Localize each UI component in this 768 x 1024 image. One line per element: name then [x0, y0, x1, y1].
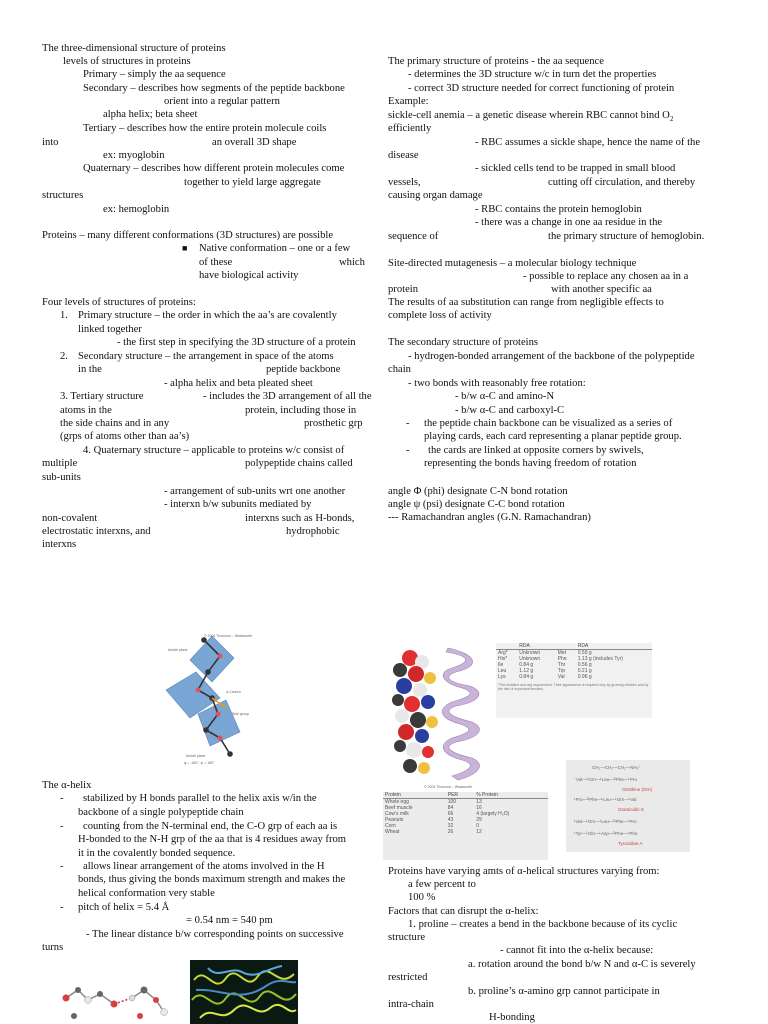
text-line: Secondary – describes how segments of the peptide backbone — [83, 83, 345, 94]
text-line: the side chains and in any — [60, 418, 170, 429]
text-line: bonds, thus giving the bonds maximum strength and makes the — [78, 874, 346, 885]
text-line: cutting off circulation, and thereby — [548, 177, 696, 188]
text-line: H-bonding — [489, 1012, 535, 1023]
text-line: - RBC contains the protein hemoglobin — [475, 204, 642, 215]
table-cell: Beef muscle — [385, 805, 413, 811]
heading-3d-structure: The three-dimensional structure of proteins — [42, 43, 226, 54]
figure-text: CH₂—CH₂—CH₂—NH₃⁺ — [592, 765, 641, 770]
heading-four-levels: Four levels of structures of proteins: — [42, 297, 196, 308]
table-cell: 29 — [476, 817, 482, 823]
table-cell: 0.84 g — [519, 662, 534, 668]
figure-label: α-Carbon — [226, 690, 241, 694]
list-number: 1. — [60, 310, 68, 321]
table-cell: 32 — [447, 823, 454, 829]
space-filling-helix-model — [386, 642, 496, 790]
heading-primary-structure: The primary structure of proteins - the aa sequence — [388, 56, 604, 67]
text-line: (grps of atoms other than aa’s) — [60, 431, 190, 442]
table-cell: Cow’s milk — [385, 811, 409, 817]
text-line: in the — [78, 364, 102, 375]
list-dash: - — [60, 793, 64, 804]
text-line: Primary structure – the order in which the aa’s are covalently — [78, 310, 337, 321]
text-line: allows linear arrangement of the atoms involved in the H — [83, 861, 325, 872]
figure-label: Tyrocidine A — [618, 841, 643, 846]
heading-disrupt-factors: Factors that can disrupt the α-helix: — [388, 906, 539, 917]
table-header: RDA — [517, 643, 556, 650]
table-header: RDA — [576, 643, 652, 650]
text-line: - the first step in specifying the 3D structure of a protein — [117, 337, 356, 348]
table-cell: 66 — [447, 811, 454, 817]
subscript: 2 — [669, 115, 674, 124]
text-line: protein — [388, 284, 419, 295]
table-cell: Arg* — [498, 650, 508, 656]
table-cell: Peanuts — [385, 817, 404, 823]
rda-table-grid — [496, 643, 652, 680]
figure-text: ᴸPro—ᴰPhe—ᴸLeu—ᴸOrn—ᴸVal — [574, 797, 637, 802]
list-dash: - — [60, 821, 64, 832]
table-footnote: *The histidine and arg requirement. Their appearance is required only by growing children and by the diet of expectant females. — [498, 683, 649, 691]
table-cell: 0.21 g — [577, 668, 592, 674]
table-cell: 0.84 g — [519, 674, 534, 680]
text-line: levels of structures in proteins — [63, 56, 191, 67]
list-dash: - — [60, 902, 64, 913]
figure-label: Side group — [232, 712, 249, 716]
text-line: interxns such as H-bonds, — [245, 513, 355, 524]
table-cell: Val — [557, 674, 565, 680]
ball-stick-model — [44, 982, 174, 1024]
text-line: ex: hemoglobin — [103, 204, 170, 215]
figure-label: Gramicidin S — [618, 807, 644, 812]
figure-text: ᴸVal—ᴸOrn—ᴸLeu—ᴰPhe—ᴸPro — [574, 819, 637, 824]
text-line: into — [42, 137, 59, 148]
text-line: 1. proline – creates a bend in the backbone because of its cyclic — [408, 919, 678, 930]
bullet-square-icon: ■ — [182, 243, 188, 253]
heading-secondary-structure: The secondary structure of proteins — [388, 337, 539, 348]
table-cell: 43 — [447, 817, 454, 823]
table-cell: Phe — [557, 656, 567, 662]
text-line: structure — [388, 932, 426, 943]
text-line: - RBC assumes a sickle shape, hence the name of the — [475, 137, 701, 148]
text-line: - includes the 3D arrangement of all the — [203, 391, 372, 402]
protein-efficiency-table — [383, 792, 548, 860]
text-line: causing organ damage — [388, 190, 483, 201]
text-line: - sickled cells tend to be trapped in small blood — [475, 163, 676, 174]
text-line: 4. Quaternary structure – applicable to proteins w/c consist of — [83, 445, 345, 456]
figure-label: Ornithine (Orn) — [622, 787, 653, 792]
text-line: structures — [42, 190, 84, 201]
table-cell: Thr — [557, 662, 566, 668]
text-line: Proteins – many different conformations (3D structures) are possible — [42, 230, 334, 241]
list-dash: - — [60, 861, 64, 872]
text-line: Primary – simply the aa sequence — [83, 69, 226, 80]
text-line: interxns — [42, 539, 77, 550]
text-line: with another specific aa — [551, 284, 652, 295]
text-line: it in the covalently bonded sequence. — [78, 848, 236, 859]
text-line: = 0.54 nm = 540 pm — [186, 915, 273, 926]
text-line: of these — [199, 257, 233, 268]
text-line: playing cards, each card representing a planar peptide group. — [424, 431, 682, 442]
text-line: - hydrogen-bonded arrangement of the backbone of the polypeptide — [408, 351, 695, 362]
text-line: sub-units — [42, 472, 81, 483]
text-line: sequence of — [388, 231, 439, 242]
text-line: efficiently — [388, 123, 432, 134]
text-line: - possible to replace any chosen aa in a — [523, 271, 689, 282]
table-cell: His* — [498, 656, 508, 662]
text-line: ex: myoglobin — [103, 150, 165, 161]
text-line: the primary structure of hemoglobin. — [548, 231, 705, 242]
alpha-helix-models-figure — [386, 642, 496, 790]
table-cell: 100 — [447, 799, 457, 805]
text-line: turns — [42, 942, 64, 953]
text-line: - cannot fit into the α-helix because: — [500, 945, 654, 956]
text-line: a few percent to — [408, 879, 476, 890]
text-line: b. proline’s α-amino grp cannot participate in — [468, 986, 660, 997]
text-line: helical conformation very stable — [78, 888, 215, 899]
peptide-planes-figure — [160, 632, 260, 768]
text-line: Tertiary – describes how the entire protein molecule coils — [83, 123, 327, 134]
peptide-planes-diagram — [160, 632, 260, 768]
table-cell: Corn — [385, 823, 396, 829]
table-cell: Unknown — [519, 656, 541, 662]
text-line: --- Ramachandran angles (G.N. Ramachandran) — [388, 512, 591, 523]
text-line: stabilized by H bonds parallel to the helix axis w/in the — [83, 793, 317, 804]
figure-label: Amide plane — [186, 754, 206, 758]
per-table-grid — [383, 792, 548, 835]
ball-stick-helix-figure — [44, 982, 174, 1024]
text-line: electrostatic interxns, and — [42, 526, 151, 537]
table-cell: 13 — [476, 799, 482, 805]
text-line: Native conformation – one or a few — [199, 243, 351, 254]
text-line: the cards are linked at opposite corners by swivels, — [428, 445, 644, 456]
text-line: Proteins have varying amts of α-helical structures varying from: — [388, 866, 660, 877]
table-cell: Met — [557, 650, 567, 656]
table-cell: 16 — [476, 805, 482, 811]
table-cell: 12 — [476, 829, 482, 835]
table-cell: Lys — [498, 674, 506, 680]
text-line: non-covalent — [42, 513, 98, 524]
table-cell: 0 — [476, 823, 479, 829]
text-line: prosthetic grp — [304, 418, 363, 429]
text-line: have biological activity — [199, 270, 299, 281]
table-cell: 1.12 g — [519, 668, 534, 674]
text-line: alpha helix; beta sheet — [103, 109, 198, 120]
text-line: counting from the N-terminal end, the C-O grp of each aa is — [83, 821, 338, 832]
table-header: % Protein — [474, 792, 548, 799]
cyclic-peptide-figure — [566, 760, 690, 852]
text-line: intra-chain — [388, 999, 434, 1010]
figure-text: ᴸTyr—ᴸGln—ᴸAsp—ᴰPhe—ᴸPhe — [574, 831, 638, 836]
figure-caption: © 2004 Thomson – Wadsworth — [424, 785, 473, 789]
figure-caption: φ = -180°, ψ = 180° — [184, 761, 215, 765]
table-cell: Trp — [557, 668, 566, 674]
text-line: orient into a regular pattern — [164, 96, 280, 107]
table-cell: 84 — [447, 805, 454, 811]
table-cell: 4 (largely H₂O) — [476, 811, 510, 817]
table-cell: Whole egg — [385, 799, 409, 805]
text-line: protein, including those in — [245, 405, 357, 416]
text-line: Quaternary – describes how different protein molecules come — [83, 163, 345, 174]
text-line: peptide backbone — [266, 364, 341, 375]
text-line: vessels, — [388, 177, 421, 188]
text-line: - two bonds with reasonably free rotation: — [408, 378, 586, 389]
text-line: together to yield large aggregate — [184, 177, 321, 188]
table-cell: Wheat — [385, 829, 400, 835]
figure-text: ⁱ Val—ᴸOrn—ᴸLeu—ᴰPhe—ᴸPro — [574, 777, 638, 782]
text-line: angle ψ (psi) designate C-C bond rotation — [388, 499, 565, 510]
text-line: The results of aa substitution can range from negligible effects to — [388, 297, 664, 308]
text-line: polypeptide chains called — [245, 458, 353, 469]
table-cell: 26 — [447, 829, 454, 835]
text-line: a. rotation around the bond b/w N and α-C is severely — [468, 959, 696, 970]
text-line: disease — [388, 150, 419, 161]
text-line: - there was a change in one aa residue in the — [475, 217, 663, 228]
text-line: H-bonded to the N-H grp of the aa that is 4 residues away from — [78, 834, 347, 845]
text-line: - b/w α-C and carboxyl-C — [455, 405, 565, 416]
list-number: 2. — [60, 351, 68, 362]
text-line: - determines the 3D structure w/c in turn det the properties — [408, 69, 657, 80]
text-line: linked together — [78, 324, 142, 335]
text-line: 3. Tertiary structure — [60, 391, 144, 402]
list-dash: - — [406, 445, 410, 456]
table-cell: 0.56 g — [577, 662, 592, 668]
text-line: Example: — [388, 96, 429, 107]
table-header: Protein — [383, 792, 446, 799]
text-line: pitch of helix = 5.4 Å — [78, 902, 170, 913]
text-line: multiple — [42, 458, 78, 469]
table-cell: 0.59 g — [577, 650, 592, 656]
table-cell: Unknown — [519, 650, 541, 656]
heading-alpha-helix: The α-helix — [42, 780, 92, 791]
text-line: backbone of a single polypeptide chain — [78, 807, 244, 818]
text-line: - correct 3D structure needed for correct functioning of protein — [408, 83, 675, 94]
text-line: - The linear distance b/w corresponding points on successive — [86, 929, 344, 940]
table-header: PER — [446, 792, 474, 799]
table-cell: 1.13 g (includes Tyr) — [577, 656, 623, 662]
text-line: Secondary structure – the arrangement in space of the atoms — [78, 351, 334, 362]
table-cell: 0.96 g — [577, 674, 592, 680]
text-line: 100 % — [408, 892, 436, 903]
text-line: an overall 3D shape — [212, 137, 297, 148]
rda-table — [496, 643, 652, 718]
protein-ribbon-figure — [190, 960, 298, 1024]
text-line: atoms in the — [60, 405, 112, 416]
text-line: hydrophobic — [286, 526, 340, 537]
figure-label: Amide plane — [168, 648, 188, 652]
table-cell: Ile — [498, 662, 504, 668]
text-line: representing the bonds having freedom of rotation — [424, 458, 637, 469]
figure-caption: © 2004 Thomson – Wadsworth — [204, 634, 253, 638]
text-line: - alpha helix and beta pleated sheet — [164, 378, 313, 389]
text-line: - interxn b/w subunits mediated by — [164, 499, 312, 510]
text-line: - arrangement of sub-units wrt one another — [164, 486, 346, 497]
heading-mutagenesis: Site-directed mutagenesis – a molecular biology technique — [388, 258, 637, 269]
text-line: - b/w α-C and amino-N — [455, 391, 555, 402]
table-row — [383, 829, 548, 835]
protein-ribbon-image — [190, 960, 298, 1024]
text-line: restricted — [388, 972, 428, 983]
text-line: chain — [388, 364, 411, 375]
text-span: sickle-cell anemia – a genetic disease wherein RBC cannot bind O — [388, 110, 670, 121]
text-line: which — [339, 257, 365, 268]
text-line: the peptide chain backbone can be visualized as a series of — [424, 418, 673, 429]
table-cell: Leu — [498, 668, 507, 674]
text-line: angle Φ (phi) designate C-N bond rotation — [388, 486, 568, 497]
text-line: complete loss of activity — [388, 310, 492, 321]
list-dash: - — [406, 418, 410, 429]
